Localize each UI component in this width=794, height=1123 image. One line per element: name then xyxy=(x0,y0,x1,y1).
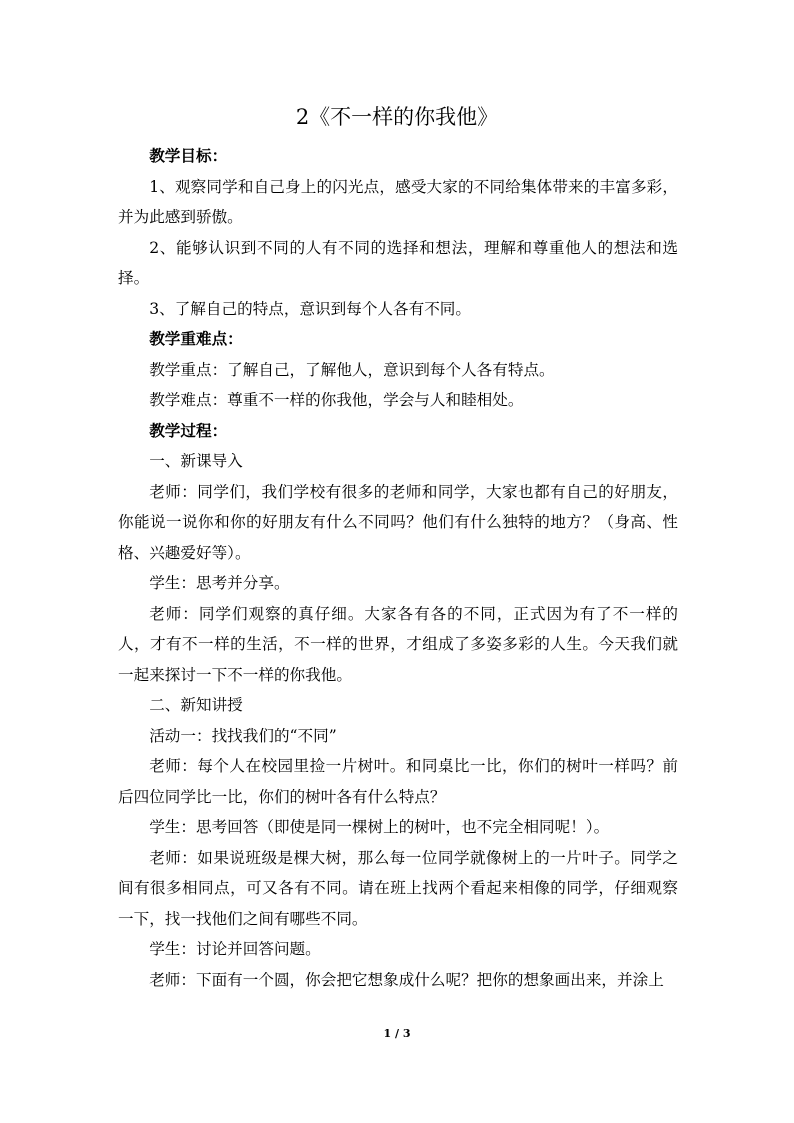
paragraph: 学生：思考回答（即使是同一棵树上的树叶，也不完全相同呢！）。 xyxy=(149,818,610,836)
paragraph: 教学重点：了解自己，了解他人，意识到每个人各有特点。 xyxy=(149,360,555,379)
paragraph: 老师：同学们，我们学校有很多的老师和同学，大家也都有自己的好朋友，你能说一说你和你的好朋友有什么不同吗？他们有什么独特的地方？（身高、性格、兴趣爱好等）。 xyxy=(118,482,678,562)
paragraph: 3、了解自己的特点，意识到每个人各有不同。 xyxy=(149,299,471,318)
document-title: 2《不一样的你我他》 xyxy=(295,105,499,129)
section-heading-objectives: 教学目标： xyxy=(149,146,228,165)
paragraph: 2、能够认识到不同的人有不同的选择和想法，理解和尊重他人的想法和选择。 xyxy=(118,238,678,287)
paragraph: 学生：讨论并回答问题。 xyxy=(149,940,321,958)
paragraph: 二、新知讲授 xyxy=(149,696,243,714)
section-heading-process: 教学过程： xyxy=(149,420,228,440)
paragraph: 教学难点：尊重不一样的你我他，学会与人和睦相处。 xyxy=(149,391,524,409)
section-heading-key-points: 教学重难点： xyxy=(149,329,243,348)
page-number: 1 / 3 xyxy=(383,1027,411,1040)
paragraph: 一、新课导入 xyxy=(149,452,243,470)
paragraph: 学生：思考并分享。 xyxy=(149,574,290,592)
paragraph: 老师：如果说班级是棵大树，那么每一位同学就像树上的一片叶子。同学之间有很多相同点，可又各有不同。请在班上找两个看起来相像的同学，仔细观察一下，找一找他们之间有哪些不同。 xyxy=(118,848,678,928)
paragraph: 1、观察同学和自己身上的闪光点，感受大家的不同给集体带来的丰富多彩，并为此感到骄傲。 xyxy=(118,177,678,226)
paragraph: 老师：下面有一个圆，你会把它想象成什么呢？把你的想象画出来，并涂上 xyxy=(149,970,664,989)
paragraph: 活动一：找找我们的“不同” xyxy=(149,726,337,745)
document-body xyxy=(118,141,678,995)
paragraph: 老师：同学们观察的真仔细。大家各有各的不同，正式因为有了不一样的人，才有不一样的生活，不一样的世界，才组成了多姿多彩的人生。今天我们就一起来探讨一下不一样的你我他。 xyxy=(118,604,678,684)
paragraph: 老师：每个人在校园里捡一片树叶。和同桌比一比，你们的树叶一样吗？前后四位同学比一比，你们的树叶各有什么特点？ xyxy=(118,757,678,806)
